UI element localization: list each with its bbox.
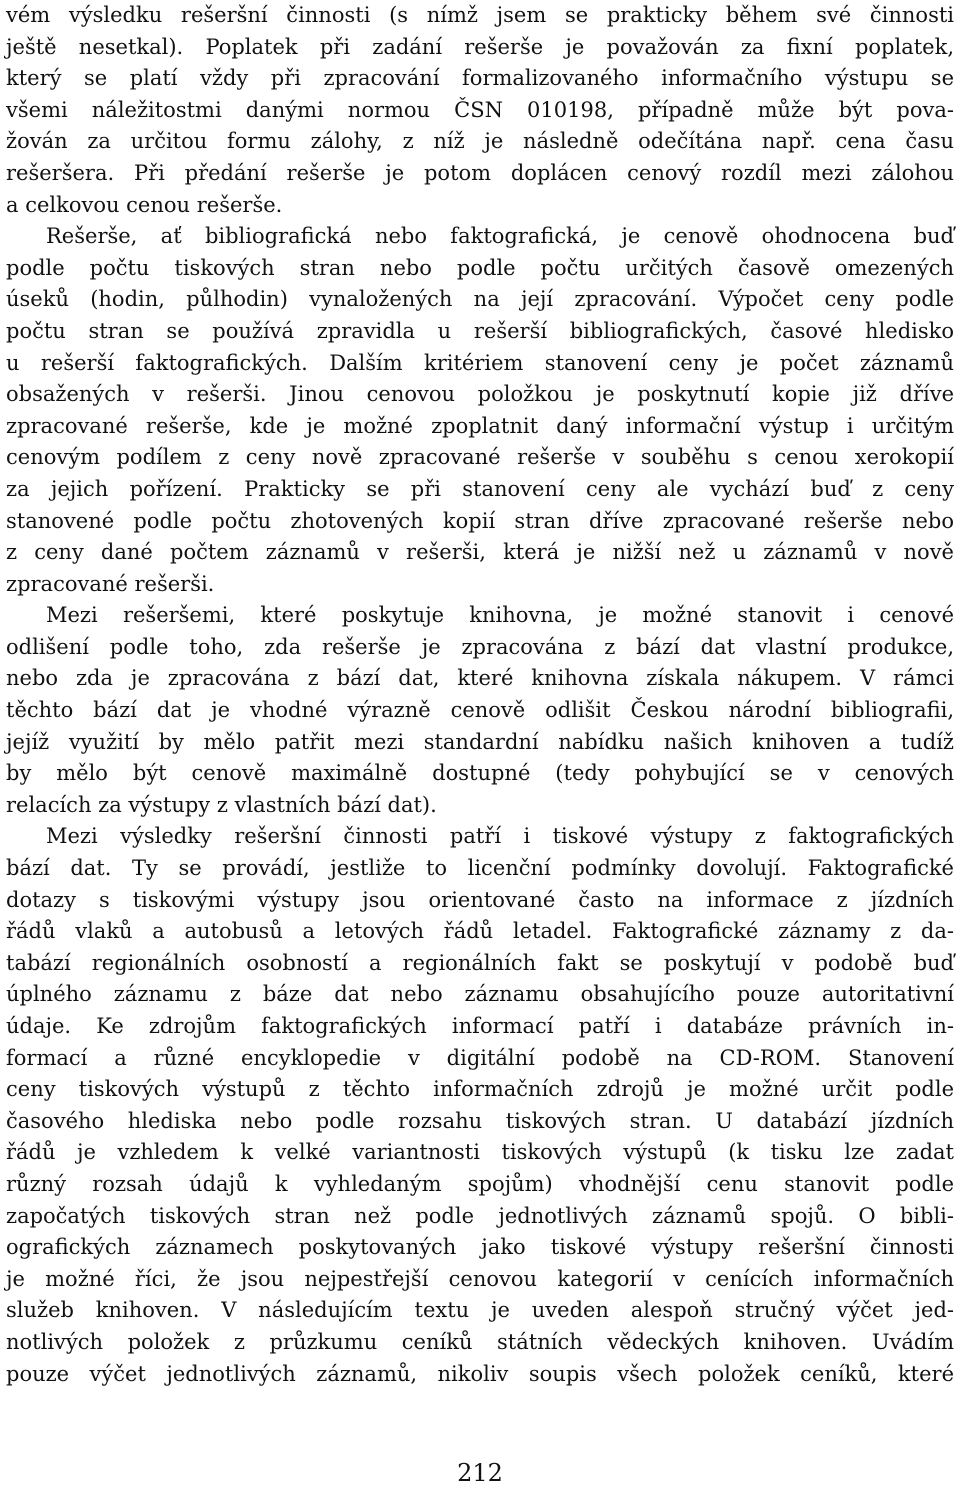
text-line: Mezi výsledky rešeršní činnosti patří i tiskové výstupy z faktografických — [46, 824, 954, 849]
text-line: řádů je vzhledem k velké variantnosti tiskových výstupů (k tisku lze zadat — [6, 1140, 954, 1165]
paragraph-4 — [6, 821, 954, 1390]
text-line: za jejich pořízení. Prakticky se při stanovení ceny ale vychází buď z ceny — [6, 476, 954, 501]
text-line: úplného záznamu z báze dat nebo záznamu obsahujícího pouze autoritativní — [6, 982, 954, 1007]
text-line: bází dat. Ty se provádí, jestliže to licenční podmínky dovolují. Faktografické — [6, 856, 954, 881]
text-line: řádů vlaků a autobusů a letových řádů letadel. Faktografické záznamy z da- — [6, 919, 954, 944]
text-line: odlišení podle toho, zda rešerše je zpracována z bází dat vlastní produkce, — [6, 634, 954, 659]
text-line: tabází regionálních osobností a regionálních fakt se poskytují v podobě buď — [6, 950, 954, 975]
text-line: který se platí vždy při zpracování formalizovaného informačního výstupu se — [6, 66, 954, 91]
paragraph-1 — [6, 0, 954, 221]
text-line: všemi náležitostmi danými normou ČSN 010198, případně může být pova- — [6, 97, 954, 122]
text-line: služeb knihoven. V následujícím textu je uveden alespoň stručný výčet jed- — [6, 1298, 954, 1323]
text-line: by mělo být cenově maximálně dostupné (tedy pohybující se v cenových — [6, 761, 954, 786]
text-line: u rešerší faktografických. Dalším kritériem stanovení ceny je počet záznamů — [6, 350, 954, 375]
paragraph-3 — [6, 600, 954, 821]
text-line: rešeršera. Při předání rešerše je potom doplácen cenový rozdíl mezi zálohou — [6, 160, 954, 185]
paragraph-2 — [6, 221, 954, 600]
text-line: z ceny dané počtem záznamů v rešerši, která je nižší než u záznamů v nově — [6, 540, 954, 565]
text-line: žován za určitou formu zálohy, z níž je následně odečítána např. cena času — [6, 129, 954, 154]
text-line: zpracované rešerši. — [6, 571, 215, 596]
text-line: relacích za výstupy z vlastních bází dat). — [6, 792, 437, 817]
text-line: cenovým podílem z ceny nově zpracované rešerše v souběhu s cenou xerokopií — [6, 445, 954, 470]
text-line: nebo zda je zpracována z bází dat, které knihovna získala nákupem. V rámci — [6, 666, 954, 691]
text-line: těchto bází dat je vhodné výrazně cenově odlišit Českou národní bibliografii, — [6, 698, 954, 723]
text-line: Rešerše, ať bibliografická nebo faktografická, je cenově ohodnocena buď — [46, 224, 954, 249]
text-line: ceny tiskových výstupů z těchto informačních zdrojů je možné určit podle — [6, 1077, 954, 1102]
text-line: notlivých položek z průzkumu ceníků státních vědeckých knihoven. Uvádím — [6, 1329, 954, 1354]
text-line: vém výsledku rešeršní činnosti (s nímž jsem se prakticky během své činnosti — [6, 3, 954, 27]
text-line: časového hlediska nebo podle rozsahu tiskových stran. U databází jízdních — [6, 1108, 954, 1133]
text-line: různý rozsah údajů k vyhledaným spojům) vhodnější cenu stanovit podle — [6, 1171, 954, 1196]
text-line: zpracované rešerše, kde je možné zpoplatnit daný informační výstup i určitým — [6, 413, 954, 438]
page-body — [6, 0, 954, 1390]
text-line: úseků (hodin, půlhodin) vynaložených na její zpracování. Výpočet ceny podle — [6, 287, 954, 312]
text-line: a celkovou cenou rešerše. — [6, 192, 283, 217]
text-line: údaje. Ke zdrojům faktografických informací patří i databáze právních in- — [6, 1014, 954, 1038]
text-line: Mezi rešeršemi, které poskytuje knihovna, je možné stanovit i cenové — [46, 603, 954, 628]
page-number: 212 — [457, 1459, 503, 1487]
text-line: počtu stran se používá zpravidla u rešerší bibliografických, časové hledisko — [6, 318, 954, 343]
text-line: započatých tiskových stran než podle jednotlivých záznamů spojů. O bibli- — [6, 1203, 954, 1228]
text-line: ještě nesetkal). Poplatek při zadání rešerše je považován za fixní poplatek, — [6, 34, 954, 59]
text-line: podle počtu tiskových stran nebo podle počtu určitých časově omezených — [6, 255, 954, 280]
text-line: formací a různé encyklopedie v digitální podobě na CD-ROM. Stanovení — [6, 1045, 954, 1070]
text-line: obsažených v rešerši. Jinou cenovou položkou je poskytnutí kopie již dříve — [6, 382, 954, 407]
text-line: je možné říci, že jsou nejpestřejší cenovou kategorií v cenících informačních — [6, 1266, 954, 1291]
text-line: stanovené podle počtu zhotovených kopií stran dříve zpracované rešerše nebo — [6, 508, 954, 533]
text-line: dotazy s tiskovými výstupy jsou orientované často na informace z jízdních — [6, 887, 954, 912]
text-line: jejíž využití by mělo patřit mezi standardní nabídku našich knihoven a tudíž — [6, 729, 954, 754]
text-line: pouze výčet jednotlivých záznamů, nikoliv soupis všech položek ceníků, které — [6, 1361, 954, 1386]
text-line: ografických záznamech poskytovaných jako tiskové výstupy rešeršní činnosti — [6, 1235, 954, 1260]
